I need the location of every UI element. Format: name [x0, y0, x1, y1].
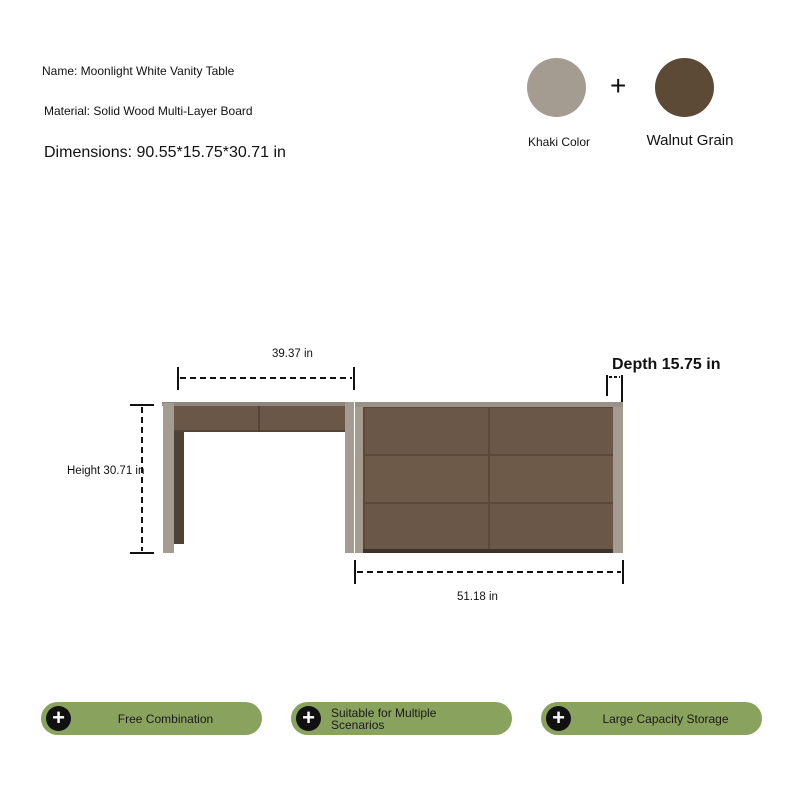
height-dimension-line	[130, 405, 154, 553]
feature-multiple-scenarios	[291, 702, 512, 735]
height-label: Height 30.71 in	[67, 465, 145, 477]
plus-circle-icon: +	[546, 706, 571, 731]
drawer-front	[365, 408, 488, 454]
cabinet-top	[355, 402, 623, 407]
drawer-front	[365, 456, 488, 502]
plus-icon: +	[610, 70, 627, 101]
plus-circle-icon: +	[46, 706, 71, 731]
drawer-cabinet	[345, 402, 623, 553]
feature-label: Large Capacity Storage	[602, 711, 729, 726]
depth-label: Depth 15.75 in	[612, 356, 721, 373]
product-dimensions: Dimensions: 90.55*15.75*30.71 in	[44, 144, 286, 161]
feature-label: Free Combination	[117, 711, 214, 726]
feature-label: Suitable for Multiple Scenarios	[331, 705, 437, 732]
cabinet-left-frame	[345, 402, 354, 553]
drawer-front	[365, 504, 488, 549]
khaki-color-label: Khaki Color	[527, 135, 591, 149]
depth-dimension-line	[607, 375, 622, 402]
cabinet-right-frame	[613, 404, 623, 553]
walnut-grain-label: Walnut Grain	[646, 132, 734, 149]
feature-large-capacity	[541, 702, 762, 735]
product-material: Material: Solid Wood Multi-Layer Board	[44, 104, 253, 118]
drawer-front	[490, 408, 613, 454]
drawer-front	[490, 456, 613, 502]
desk-drawer-front	[174, 406, 346, 432]
cabinet-width-label: 51.18 in	[457, 591, 498, 603]
drawer-front	[490, 504, 613, 549]
desk-width-dimension-line	[178, 367, 354, 390]
desk-width-label: 39.37 in	[272, 348, 313, 360]
desk-side-panel	[163, 403, 174, 553]
product-name: Name: Moonlight White Vanity Table	[42, 64, 235, 78]
cabinet-width-dimension-line	[355, 560, 623, 584]
feature-free-combination	[41, 702, 262, 735]
desk-leg	[174, 432, 184, 544]
vanity-desk	[162, 402, 352, 553]
plus-circle-icon: +	[296, 706, 321, 731]
